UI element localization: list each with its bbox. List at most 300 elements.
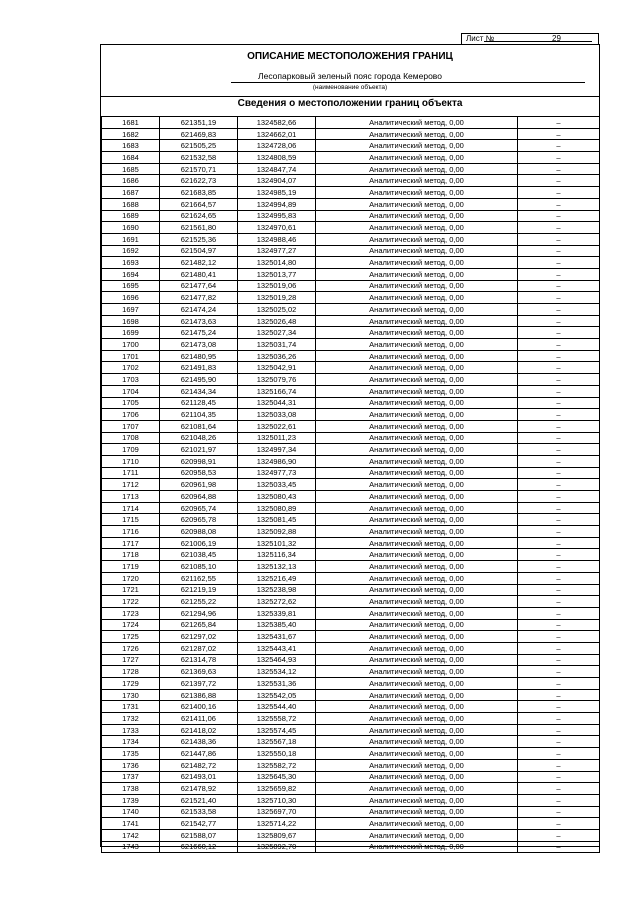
point-number-cell: 1705 bbox=[102, 397, 160, 409]
method-cell: Аналитический метод, 0,00 bbox=[316, 689, 518, 701]
y-coordinate-cell: 1325534,12 bbox=[238, 666, 316, 678]
x-coordinate-cell: 620958,53 bbox=[160, 467, 238, 479]
x-coordinate-cell: 621474,24 bbox=[160, 304, 238, 316]
table-row bbox=[102, 117, 600, 129]
method-cell: Аналитический метод, 0,00 bbox=[316, 397, 518, 409]
table-row bbox=[102, 596, 600, 608]
point-number-cell: 1734 bbox=[102, 736, 160, 748]
table-row bbox=[102, 701, 600, 713]
point-number-cell: 1722 bbox=[102, 596, 160, 608]
x-coordinate-cell: 621162,55 bbox=[160, 572, 238, 584]
description-cell: – bbox=[518, 771, 600, 783]
y-coordinate-cell: 1325033,45 bbox=[238, 479, 316, 491]
method-cell: Аналитический метод, 0,00 bbox=[316, 631, 518, 643]
method-cell: Аналитический метод, 0,00 bbox=[316, 678, 518, 690]
method-cell: Аналитический метод, 0,00 bbox=[316, 152, 518, 164]
y-coordinate-cell: 1325166,74 bbox=[238, 385, 316, 397]
x-coordinate-cell: 621660,12 bbox=[160, 841, 238, 853]
point-number-cell: 1739 bbox=[102, 794, 160, 806]
sheet-number-underline bbox=[484, 41, 592, 42]
table-row bbox=[102, 374, 600, 386]
method-cell: Аналитический метод, 0,00 bbox=[316, 140, 518, 152]
point-number-cell: 1717 bbox=[102, 537, 160, 549]
table-row bbox=[102, 432, 600, 444]
description-cell: – bbox=[518, 736, 600, 748]
point-number-cell: 1689 bbox=[102, 210, 160, 222]
point-number-cell: 1683 bbox=[102, 140, 160, 152]
point-number-cell: 1726 bbox=[102, 642, 160, 654]
description-cell: – bbox=[518, 642, 600, 654]
y-coordinate-cell: 1325567,18 bbox=[238, 736, 316, 748]
y-coordinate-cell: 1325044,31 bbox=[238, 397, 316, 409]
x-coordinate-cell: 621664,57 bbox=[160, 198, 238, 210]
description-cell: – bbox=[518, 759, 600, 771]
method-cell: Аналитический метод, 0,00 bbox=[316, 748, 518, 760]
point-number-cell: 1727 bbox=[102, 654, 160, 666]
x-coordinate-cell: 621561,80 bbox=[160, 222, 238, 234]
y-coordinate-cell: 1325022,61 bbox=[238, 420, 316, 432]
point-number-cell: 1712 bbox=[102, 479, 160, 491]
point-number-cell: 1682 bbox=[102, 128, 160, 140]
y-coordinate-cell: 1325081,45 bbox=[238, 514, 316, 526]
method-cell: Аналитический метод, 0,00 bbox=[316, 175, 518, 187]
y-coordinate-cell: 1325697,70 bbox=[238, 806, 316, 818]
x-coordinate-cell: 621624,65 bbox=[160, 210, 238, 222]
table-row bbox=[102, 549, 600, 561]
description-cell: – bbox=[518, 420, 600, 432]
table-row bbox=[102, 163, 600, 175]
method-cell: Аналитический метод, 0,00 bbox=[316, 561, 518, 573]
point-number-cell: 1693 bbox=[102, 257, 160, 269]
point-number-cell: 1692 bbox=[102, 245, 160, 257]
object-name-underline bbox=[231, 82, 585, 83]
x-coordinate-cell: 621048,26 bbox=[160, 432, 238, 444]
point-number-cell: 1694 bbox=[102, 268, 160, 280]
description-cell: – bbox=[518, 748, 600, 760]
x-coordinate-cell: 621478,92 bbox=[160, 783, 238, 795]
table-row bbox=[102, 678, 600, 690]
point-number-cell: 1685 bbox=[102, 163, 160, 175]
description-cell: – bbox=[518, 280, 600, 292]
y-coordinate-cell: 1324988,46 bbox=[238, 233, 316, 245]
description-cell: – bbox=[518, 327, 600, 339]
description-cell: – bbox=[518, 561, 600, 573]
y-coordinate-cell: 1325101,32 bbox=[238, 537, 316, 549]
point-number-cell: 1732 bbox=[102, 713, 160, 725]
method-cell: Аналитический метод, 0,00 bbox=[316, 537, 518, 549]
description-cell: – bbox=[518, 339, 600, 351]
table-row bbox=[102, 736, 600, 748]
x-coordinate-cell: 621480,95 bbox=[160, 350, 238, 362]
point-number-cell: 1697 bbox=[102, 304, 160, 316]
point-number-cell: 1709 bbox=[102, 444, 160, 456]
table-row bbox=[102, 502, 600, 514]
description-cell: – bbox=[518, 245, 600, 257]
x-coordinate-cell: 621521,40 bbox=[160, 794, 238, 806]
description-cell: – bbox=[518, 350, 600, 362]
point-number-cell: 1699 bbox=[102, 327, 160, 339]
description-cell: – bbox=[518, 198, 600, 210]
x-coordinate-cell: 621038,45 bbox=[160, 549, 238, 561]
description-cell: – bbox=[518, 818, 600, 830]
description-cell: – bbox=[518, 596, 600, 608]
description-cell: – bbox=[518, 257, 600, 269]
x-coordinate-cell: 621532,58 bbox=[160, 152, 238, 164]
point-number-cell: 1708 bbox=[102, 432, 160, 444]
description-cell: – bbox=[518, 654, 600, 666]
table-row bbox=[102, 479, 600, 491]
table-row bbox=[102, 292, 600, 304]
point-number-cell: 1736 bbox=[102, 759, 160, 771]
point-number-cell: 1724 bbox=[102, 619, 160, 631]
table-row bbox=[102, 829, 600, 841]
description-cell: – bbox=[518, 432, 600, 444]
y-coordinate-cell: 1325431,67 bbox=[238, 631, 316, 643]
point-number-cell: 1721 bbox=[102, 584, 160, 596]
y-coordinate-cell: 1325645,30 bbox=[238, 771, 316, 783]
point-number-cell: 1743 bbox=[102, 841, 160, 853]
description-cell: – bbox=[518, 689, 600, 701]
y-coordinate-cell: 1325542,05 bbox=[238, 689, 316, 701]
point-number-cell: 1737 bbox=[102, 771, 160, 783]
table-row bbox=[102, 841, 600, 853]
x-coordinate-cell: 621493,01 bbox=[160, 771, 238, 783]
x-coordinate-cell: 621255,22 bbox=[160, 596, 238, 608]
description-cell: – bbox=[518, 829, 600, 841]
y-coordinate-cell: 1325080,43 bbox=[238, 491, 316, 503]
method-cell: Аналитический метод, 0,00 bbox=[316, 759, 518, 771]
description-cell: – bbox=[518, 701, 600, 713]
x-coordinate-cell: 620961,98 bbox=[160, 479, 238, 491]
x-coordinate-cell: 621473,08 bbox=[160, 339, 238, 351]
y-coordinate-cell: 1325033,08 bbox=[238, 409, 316, 421]
x-coordinate-cell: 621542,77 bbox=[160, 818, 238, 830]
x-coordinate-cell: 621622,73 bbox=[160, 175, 238, 187]
method-cell: Аналитический метод, 0,00 bbox=[316, 841, 518, 853]
table-row bbox=[102, 572, 600, 584]
y-coordinate-cell: 1325710,30 bbox=[238, 794, 316, 806]
x-coordinate-cell: 621265,84 bbox=[160, 619, 238, 631]
y-coordinate-cell: 1324904,07 bbox=[238, 175, 316, 187]
x-coordinate-cell: 621505,25 bbox=[160, 140, 238, 152]
method-cell: Аналитический метод, 0,00 bbox=[316, 292, 518, 304]
x-coordinate-cell: 620965,78 bbox=[160, 514, 238, 526]
description-cell: – bbox=[518, 502, 600, 514]
y-coordinate-cell: 1324582,66 bbox=[238, 117, 316, 129]
description-cell: – bbox=[518, 713, 600, 725]
table-row bbox=[102, 607, 600, 619]
table-row bbox=[102, 689, 600, 701]
table-row bbox=[102, 526, 600, 538]
description-cell: – bbox=[518, 584, 600, 596]
x-coordinate-cell: 621006,19 bbox=[160, 537, 238, 549]
description-cell: – bbox=[518, 210, 600, 222]
y-coordinate-cell: 1325080,89 bbox=[238, 502, 316, 514]
point-number-cell: 1691 bbox=[102, 233, 160, 245]
table-row bbox=[102, 327, 600, 339]
y-coordinate-cell: 1325042,91 bbox=[238, 362, 316, 374]
description-cell: – bbox=[518, 233, 600, 245]
method-cell: Аналитический метод, 0,00 bbox=[316, 385, 518, 397]
method-cell: Аналитический метод, 0,00 bbox=[316, 432, 518, 444]
y-coordinate-cell: 1324847,74 bbox=[238, 163, 316, 175]
coordinates-table bbox=[101, 116, 600, 853]
method-cell: Аналитический метод, 0,00 bbox=[316, 783, 518, 795]
point-number-cell: 1704 bbox=[102, 385, 160, 397]
y-coordinate-cell: 1324986,90 bbox=[238, 455, 316, 467]
point-number-cell: 1688 bbox=[102, 198, 160, 210]
description-cell: – bbox=[518, 117, 600, 129]
table-row bbox=[102, 128, 600, 140]
description-cell: – bbox=[518, 806, 600, 818]
method-cell: Аналитический метод, 0,00 bbox=[316, 409, 518, 421]
coordinates-table-body bbox=[102, 117, 600, 853]
point-number-cell: 1687 bbox=[102, 187, 160, 199]
description-cell: – bbox=[518, 374, 600, 386]
table-row bbox=[102, 631, 600, 643]
x-coordinate-cell: 620965,74 bbox=[160, 502, 238, 514]
method-cell: Аналитический метод, 0,00 bbox=[316, 479, 518, 491]
description-cell: – bbox=[518, 152, 600, 164]
table-row bbox=[102, 794, 600, 806]
description-cell: – bbox=[518, 666, 600, 678]
method-cell: Аналитический метод, 0,00 bbox=[316, 420, 518, 432]
method-cell: Аналитический метод, 0,00 bbox=[316, 642, 518, 654]
point-number-cell: 1715 bbox=[102, 514, 160, 526]
description-cell: – bbox=[518, 537, 600, 549]
table-row bbox=[102, 233, 600, 245]
x-coordinate-cell: 621287,02 bbox=[160, 642, 238, 654]
y-coordinate-cell: 1325714,22 bbox=[238, 818, 316, 830]
table-row bbox=[102, 187, 600, 199]
x-coordinate-cell: 621482,12 bbox=[160, 257, 238, 269]
table-row bbox=[102, 175, 600, 187]
method-cell: Аналитический метод, 0,00 bbox=[316, 339, 518, 351]
point-number-cell: 1731 bbox=[102, 701, 160, 713]
method-cell: Аналитический метод, 0,00 bbox=[316, 701, 518, 713]
method-cell: Аналитический метод, 0,00 bbox=[316, 198, 518, 210]
y-coordinate-cell: 1324662,01 bbox=[238, 128, 316, 140]
table-row bbox=[102, 339, 600, 351]
table-row bbox=[102, 245, 600, 257]
method-cell: Аналитический метод, 0,00 bbox=[316, 619, 518, 631]
point-number-cell: 1681 bbox=[102, 117, 160, 129]
point-number-cell: 1740 bbox=[102, 806, 160, 818]
description-cell: – bbox=[518, 268, 600, 280]
point-number-cell: 1719 bbox=[102, 561, 160, 573]
method-cell: Аналитический метод, 0,00 bbox=[316, 210, 518, 222]
y-coordinate-cell: 1325036,26 bbox=[238, 350, 316, 362]
point-number-cell: 1716 bbox=[102, 526, 160, 538]
x-coordinate-cell: 621411,06 bbox=[160, 713, 238, 725]
table-row bbox=[102, 748, 600, 760]
table-row bbox=[102, 198, 600, 210]
object-name: Лесопарковый зеленый пояс города Кемерово bbox=[258, 71, 442, 81]
section-title: Сведения о местоположении границ объекта bbox=[237, 98, 463, 109]
table-row bbox=[102, 642, 600, 654]
table-row bbox=[102, 315, 600, 327]
method-cell: Аналитический метод, 0,00 bbox=[316, 514, 518, 526]
y-coordinate-cell: 1324728,06 bbox=[238, 140, 316, 152]
x-coordinate-cell: 621469,83 bbox=[160, 128, 238, 140]
y-coordinate-cell: 1324977,73 bbox=[238, 467, 316, 479]
table-row bbox=[102, 654, 600, 666]
description-cell: – bbox=[518, 572, 600, 584]
y-coordinate-cell: 1325079,76 bbox=[238, 374, 316, 386]
y-coordinate-cell: 1324808,59 bbox=[238, 152, 316, 164]
table-row bbox=[102, 152, 600, 164]
x-coordinate-cell: 621588,07 bbox=[160, 829, 238, 841]
y-coordinate-cell: 1325031,74 bbox=[238, 339, 316, 351]
point-number-cell: 1728 bbox=[102, 666, 160, 678]
x-coordinate-cell: 621504,97 bbox=[160, 245, 238, 257]
point-number-cell: 1710 bbox=[102, 455, 160, 467]
y-coordinate-cell: 1324985,19 bbox=[238, 187, 316, 199]
y-coordinate-cell: 1324995,83 bbox=[238, 210, 316, 222]
table-row bbox=[102, 362, 600, 374]
method-cell: Аналитический метод, 0,00 bbox=[316, 163, 518, 175]
sheet-number: 29 bbox=[552, 34, 561, 43]
table-row bbox=[102, 280, 600, 292]
y-coordinate-cell: 1325544,40 bbox=[238, 701, 316, 713]
x-coordinate-cell: 621351,19 bbox=[160, 117, 238, 129]
x-coordinate-cell: 621314,78 bbox=[160, 654, 238, 666]
description-cell: – bbox=[518, 444, 600, 456]
point-number-cell: 1725 bbox=[102, 631, 160, 643]
table-row bbox=[102, 491, 600, 503]
description-cell: – bbox=[518, 526, 600, 538]
method-cell: Аналитический метод, 0,00 bbox=[316, 280, 518, 292]
description-cell: – bbox=[518, 304, 600, 316]
x-coordinate-cell: 621397,72 bbox=[160, 678, 238, 690]
x-coordinate-cell: 621418,02 bbox=[160, 724, 238, 736]
table-row bbox=[102, 420, 600, 432]
x-coordinate-cell: 621533,58 bbox=[160, 806, 238, 818]
method-cell: Аналитический метод, 0,00 bbox=[316, 257, 518, 269]
description-cell: – bbox=[518, 128, 600, 140]
method-cell: Аналитический метод, 0,00 bbox=[316, 666, 518, 678]
point-number-cell: 1696 bbox=[102, 292, 160, 304]
method-cell: Аналитический метод, 0,00 bbox=[316, 584, 518, 596]
point-number-cell: 1720 bbox=[102, 572, 160, 584]
method-cell: Аналитический метод, 0,00 bbox=[316, 502, 518, 514]
point-number-cell: 1742 bbox=[102, 829, 160, 841]
point-number-cell: 1706 bbox=[102, 409, 160, 421]
description-cell: – bbox=[518, 385, 600, 397]
table-row bbox=[102, 385, 600, 397]
description-cell: – bbox=[518, 607, 600, 619]
y-coordinate-cell: 1325019,28 bbox=[238, 292, 316, 304]
x-coordinate-cell: 621495,90 bbox=[160, 374, 238, 386]
point-number-cell: 1700 bbox=[102, 339, 160, 351]
point-number-cell: 1733 bbox=[102, 724, 160, 736]
description-cell: – bbox=[518, 409, 600, 421]
method-cell: Аналитический метод, 0,00 bbox=[316, 526, 518, 538]
table-row bbox=[102, 397, 600, 409]
description-cell: – bbox=[518, 175, 600, 187]
x-coordinate-cell: 620964,88 bbox=[160, 491, 238, 503]
x-coordinate-cell: 621525,36 bbox=[160, 233, 238, 245]
method-cell: Аналитический метод, 0,00 bbox=[316, 818, 518, 830]
description-cell: – bbox=[518, 794, 600, 806]
y-coordinate-cell: 1325272,62 bbox=[238, 596, 316, 608]
y-coordinate-cell: 1325092,88 bbox=[238, 526, 316, 538]
method-cell: Аналитический метод, 0,00 bbox=[316, 455, 518, 467]
description-cell: – bbox=[518, 187, 600, 199]
description-cell: – bbox=[518, 619, 600, 631]
x-coordinate-cell: 621386,88 bbox=[160, 689, 238, 701]
table-row bbox=[102, 140, 600, 152]
table-row bbox=[102, 806, 600, 818]
x-coordinate-cell: 621294,96 bbox=[160, 607, 238, 619]
description-cell: – bbox=[518, 163, 600, 175]
point-number-cell: 1723 bbox=[102, 607, 160, 619]
y-coordinate-cell: 1325027,34 bbox=[238, 327, 316, 339]
point-number-cell: 1686 bbox=[102, 175, 160, 187]
point-number-cell: 1714 bbox=[102, 502, 160, 514]
table-row bbox=[102, 724, 600, 736]
method-cell: Аналитический метод, 0,00 bbox=[316, 233, 518, 245]
description-cell: – bbox=[518, 514, 600, 526]
table-row bbox=[102, 713, 600, 725]
y-coordinate-cell: 1325531,36 bbox=[238, 678, 316, 690]
x-coordinate-cell: 621570,71 bbox=[160, 163, 238, 175]
method-cell: Аналитический метод, 0,00 bbox=[316, 245, 518, 257]
y-coordinate-cell: 1325013,77 bbox=[238, 268, 316, 280]
description-cell: – bbox=[518, 140, 600, 152]
x-coordinate-cell: 621475,24 bbox=[160, 327, 238, 339]
method-cell: Аналитический метод, 0,00 bbox=[316, 362, 518, 374]
table-row bbox=[102, 222, 600, 234]
point-number-cell: 1707 bbox=[102, 420, 160, 432]
method-cell: Аналитический метод, 0,00 bbox=[316, 467, 518, 479]
table-row bbox=[102, 759, 600, 771]
x-coordinate-cell: 621297,02 bbox=[160, 631, 238, 643]
description-cell: – bbox=[518, 631, 600, 643]
table-row bbox=[102, 584, 600, 596]
table-row bbox=[102, 666, 600, 678]
x-coordinate-cell: 621473,63 bbox=[160, 315, 238, 327]
x-coordinate-cell: 621021,97 bbox=[160, 444, 238, 456]
method-cell: Аналитический метод, 0,00 bbox=[316, 374, 518, 386]
method-cell: Аналитический метод, 0,00 bbox=[316, 315, 518, 327]
point-number-cell: 1690 bbox=[102, 222, 160, 234]
method-cell: Аналитический метод, 0,00 bbox=[316, 713, 518, 725]
description-cell: – bbox=[518, 397, 600, 409]
point-number-cell: 1729 bbox=[102, 678, 160, 690]
y-coordinate-cell: 1324970,61 bbox=[238, 222, 316, 234]
y-coordinate-cell: 1325550,18 bbox=[238, 748, 316, 760]
point-number-cell: 1738 bbox=[102, 783, 160, 795]
description-cell: – bbox=[518, 783, 600, 795]
method-cell: Аналитический метод, 0,00 bbox=[316, 304, 518, 316]
x-coordinate-cell: 621491,83 bbox=[160, 362, 238, 374]
description-cell: – bbox=[518, 841, 600, 853]
method-cell: Аналитический метод, 0,00 bbox=[316, 596, 518, 608]
table-row bbox=[102, 467, 600, 479]
y-coordinate-cell: 1325019,06 bbox=[238, 280, 316, 292]
description-cell: – bbox=[518, 455, 600, 467]
x-coordinate-cell: 621477,82 bbox=[160, 292, 238, 304]
x-coordinate-cell: 621369,63 bbox=[160, 666, 238, 678]
table-row bbox=[102, 537, 600, 549]
x-coordinate-cell: 621128,45 bbox=[160, 397, 238, 409]
method-cell: Аналитический метод, 0,00 bbox=[316, 724, 518, 736]
method-cell: Аналитический метод, 0,00 bbox=[316, 549, 518, 561]
table-row bbox=[102, 444, 600, 456]
table-row bbox=[102, 771, 600, 783]
description-cell: – bbox=[518, 678, 600, 690]
